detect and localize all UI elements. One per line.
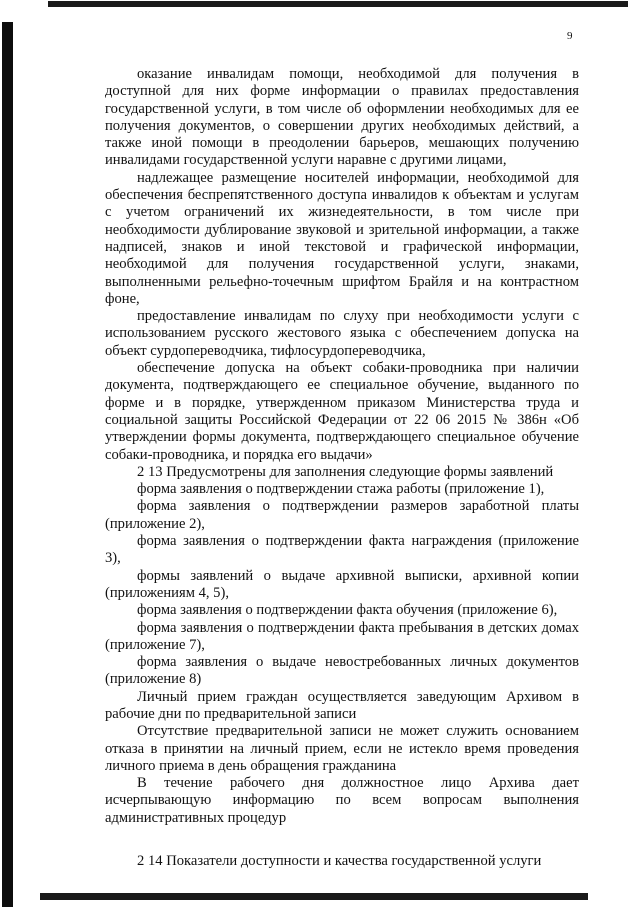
paragraph-form-8: форма заявления о выдаче невостребованных личных документов (приложение 8) [105, 654, 579, 688]
paragraph-working-day: В течение рабочего дня должностное лицо Архива дает исчерпывающую информацию по всем вопросам выполнения административных процедур [105, 775, 579, 826]
scan-edge-top [48, 1, 628, 7]
paragraph-no-appointment: Отсутствие предварительной записи не может служить основанием отказа в принятии на личный прием, если не истекло время проведения личного приема в день обращения гражданина [105, 723, 579, 774]
paragraph-assistance: оказание инвалидам помощи, необходимой для получения в доступной для них форме информации о правилах предоставления государственной услуги, в том числе об оформлении необходимых для ее получения документов, о совершении других необходимых действий, а также иной помощи в преодолении барьеров, мешающих получению инвалидами государственной услуги наравне с другими лицами, [105, 66, 579, 169]
scan-edge-bottom [40, 893, 588, 900]
paragraph-form-2: форма заявления о подтверждении размеров заработной платы (приложение 2), [105, 498, 579, 532]
paragraph-information-media: надлежащее размещение носителей информации, необходимой для обеспечения беспрепятственного доступа инвалидов к объектам и услугам с учетом ограничений их жизнедеятельности, в том числе при необходимости дублирование звуковой и зрительной информации, а также надписей, знаков и иной текстовой и графической информации, необходимой для получения государственной услуги, знаками, выполненными рельефно-точечным шрифтом Брайля и на контрастном фоне, [105, 169, 579, 307]
paragraph-personal-reception: Личный прием граждан осуществляется заведующим Архивом в рабочие дни по предварительной записи [105, 688, 579, 722]
paragraph-forms-4-5: формы заявлений о выдаче архивной выписки, архивной копии (приложениям 4, 5), [105, 567, 579, 601]
paragraph-section-2-14: 2 14 Показатели доступности и качества государственной услуги [137, 853, 542, 870]
paragraph-form-6: форма заявления о подтверждении факта обучения (приложение 6), [137, 602, 558, 619]
page-number: 9 [567, 30, 573, 42]
paragraph-form-3: форма заявления о подтверждении факта награждения (приложение 3), [105, 533, 579, 567]
paragraph-section-2-13: 2 13 Предусмотрены для заполнения следующие формы заявлений [137, 463, 554, 480]
scan-edge-left [2, 22, 13, 907]
document-body [105, 66, 579, 870]
paragraph-guide-dog: обеспечение допуска на объект собаки-проводника при наличии документа, подтверждающего ее специальное обучение, выданного по форме и в порядке, утвержденном приказом Министерства труда и социальной защиты Российской Федерации от 22 06 2015 № 386н «Об утверждении формы документа, подтверждающего специальное обучение собаки-проводника, и порядка его выдачи» [105, 360, 579, 463]
paragraph-form-7: форма заявления о подтверждении факта пребывания в детских домах (приложение 7), [105, 619, 579, 653]
paragraph-form-1: форма заявления о подтверждении стажа работы (приложение 1), [137, 481, 545, 498]
paragraph-sign-language: предоставление инвалидам по слуху при необходимости услуги с использованием русского жестового языка с обеспечением допуска на объект сурдопереводчика, тифлосурдопереводчика, [105, 308, 579, 359]
